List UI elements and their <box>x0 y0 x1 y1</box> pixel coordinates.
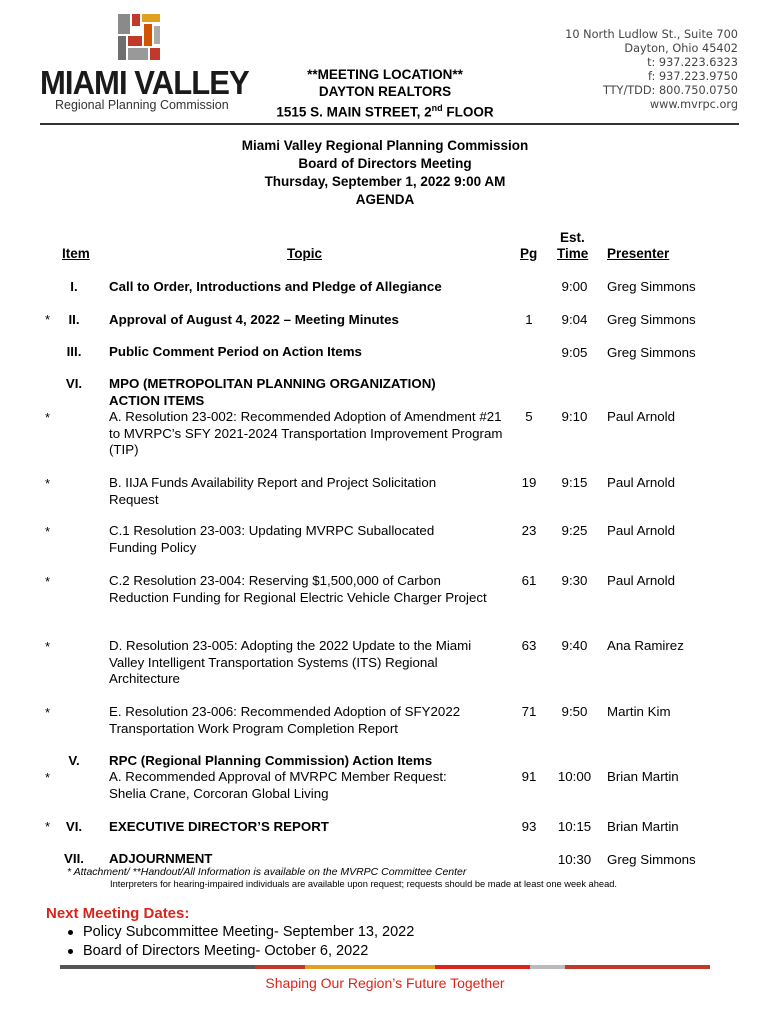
footer-stripe <box>435 965 530 969</box>
agenda-title: AGENDA <box>355 192 415 207</box>
logo-subtitle: Regional Planning Commission <box>55 98 229 112</box>
attachment-star: * <box>45 524 51 539</box>
topic: D. Resolution 23-005: Adopting the 2022 Update to the Miami Valley Intelligent Transportation Systems (ITS) Regional Architecture <box>109 638 472 686</box>
address-web: www.mvrpc.org <box>649 98 738 111</box>
page: 93 <box>521 819 537 834</box>
presenter: Paul Arnold <box>607 523 676 538</box>
footer-stripe <box>255 965 305 969</box>
time: 9:15 <box>561 475 588 490</box>
topic: C.2 Resolution 23-004: Reserving $1,500,000 of Carbon Reduction Funding for Regional Electric Vehicle Charger Project <box>109 573 487 605</box>
time: 9:30 <box>561 573 588 588</box>
footer-tagline: Shaping Our Region’s Future Together <box>265 975 505 991</box>
attachment-star: * <box>45 574 51 589</box>
next-meeting-item: Policy Subcommittee Meeting- September 13, 2022 <box>68 923 414 941</box>
bullet-icon <box>68 949 73 954</box>
time: 9:25 <box>561 523 588 538</box>
meeting-location-venue: DAYTON REALTORS <box>318 84 452 99</box>
page: 1 <box>525 312 533 327</box>
mvrpc-logo-mark <box>118 14 162 60</box>
address-tty: TTY/TDD: 800.750.0750 <box>602 84 738 97</box>
presenter: Brian Martin <box>607 819 679 834</box>
item-number: I. <box>70 279 78 294</box>
presenter: Paul Arnold <box>607 573 676 588</box>
meeting-date: Thursday, September 1, 2022 9:00 AM <box>264 174 506 189</box>
item-number: VI. <box>65 819 83 834</box>
page: 71 <box>521 704 537 719</box>
item-number: VI. <box>65 376 83 391</box>
page: 91 <box>521 769 537 784</box>
presenter: Greg Simmons <box>607 345 696 360</box>
col-presenter: Presenter <box>607 246 670 261</box>
meeting-location <box>270 66 500 121</box>
topic: C.1 Resolution 23-003: Updating MVRPC Suballocated Funding Policy <box>109 523 435 555</box>
attachment-star: * <box>45 705 51 720</box>
presenter: Brian Martin <box>607 769 679 784</box>
topic: ADJOURNMENT <box>109 851 213 866</box>
attachment-star: * <box>45 770 51 785</box>
footer-stripe <box>305 965 435 969</box>
topic: B. IIJA Funds Availability Report and Project Solicitation Request <box>109 475 437 507</box>
header-rule <box>40 123 739 125</box>
section-heading: MPO (METROPOLITAN PLANNING ORGANIZATION) ACTION ITEMS <box>109 376 436 408</box>
page: 19 <box>521 475 537 490</box>
footer-stripe <box>530 965 565 969</box>
item-number: II. <box>68 312 80 327</box>
time: 9:50 <box>561 704 588 719</box>
next-meeting-title: Next Meeting Dates: <box>46 905 190 922</box>
attachment-star: * <box>45 476 51 491</box>
topic: Call to Order, Introductions and Pledge of Allegiance <box>109 279 442 294</box>
time: 9:04 <box>561 312 588 327</box>
attachment-star: * <box>45 312 51 327</box>
presenter: Paul Arnold <box>607 475 676 490</box>
page: 63 <box>521 638 537 653</box>
footer-stripe <box>565 965 710 969</box>
address-phone: t: 937.223.6323 <box>647 56 738 69</box>
topic: A. Recommended Approval of MVRPC Member Request: Shelia Crane, Corcoran Global Living <box>109 769 447 801</box>
page: 5 <box>525 409 533 424</box>
address-city: Dayton, Ohio 45402 <box>624 42 738 55</box>
col-pg: Pg <box>520 246 538 261</box>
presenter: Greg Simmons <box>607 312 696 327</box>
meeting-location-label: **MEETING LOCATION** <box>307 67 463 82</box>
item-number: III. <box>66 344 82 359</box>
col-time: Time <box>557 246 589 261</box>
meeting-title: Board of Directors Meeting <box>298 156 472 171</box>
page: 23 <box>521 523 537 538</box>
address-fax: f: 937.223.9750 <box>647 70 738 83</box>
presenter: Greg Simmons <box>607 279 696 294</box>
col-item: Item <box>62 246 90 261</box>
item-number: V. <box>68 753 80 768</box>
item-number: VII. <box>64 851 84 866</box>
attachment-footnote: * Attachment/ **Handout/All Information is available on the MVRPC Committee Center <box>67 866 467 878</box>
org-title: Miami Valley Regional Planning Commission <box>241 138 529 153</box>
agenda-header <box>0 137 770 209</box>
topic: EXECUTIVE DIRECTOR’S REPORT <box>109 819 329 834</box>
col-est: Est. <box>560 230 585 245</box>
time: 9:10 <box>561 409 588 424</box>
time: 9:05 <box>561 345 588 360</box>
topic: Approval of August 4, 2022 – Meeting Minutes <box>109 312 399 327</box>
interpreter-footnote: Interpreters for hearing-impaired individuals are available upon request; requests should be made at least one week ahead. <box>110 879 617 889</box>
presenter: Ana Ramirez <box>607 638 684 653</box>
col-topic: Topic <box>287 246 322 261</box>
footer-stripe <box>60 965 255 969</box>
meeting-location-address: 1515 S. MAIN STREET, 2nd FLOOR <box>276 103 494 120</box>
time: 9:00 <box>561 279 588 294</box>
topic: Public Comment Period on Action Items <box>109 344 362 359</box>
presenter: Greg Simmons <box>607 852 696 867</box>
presenter: Paul Arnold <box>607 409 676 424</box>
time: 9:40 <box>561 638 588 653</box>
time: 10:30 <box>557 852 592 867</box>
time: 10:00 <box>557 769 592 784</box>
page: 61 <box>521 573 537 588</box>
logo-name: MIAMI VALLEY <box>40 64 249 101</box>
contact-address <box>565 28 738 112</box>
topic: A. Resolution 23-002: Recommended Adoption of Amendment #21 to MVRPC’s SFY 2021-2024 Transportation Improvement Program (TIP) <box>109 409 503 457</box>
section-heading: RPC (Regional Planning Commission) Action Items <box>109 753 433 768</box>
bullet-icon <box>68 930 73 935</box>
topic: E. Resolution 23-006: Recommended Adoption of SFY2022 Transportation Work Program Completion Report <box>109 704 461 736</box>
time: 10:15 <box>557 819 592 834</box>
next-meeting-item: Board of Directors Meeting- October 6, 2022 <box>68 942 368 960</box>
attachment-star: * <box>45 639 51 654</box>
attachment-star: * <box>45 819 51 834</box>
address-street: 10 North Ludlow St., Suite 700 <box>565 28 738 41</box>
attachment-star: * <box>45 410 51 425</box>
presenter: Martin Kim <box>607 704 671 719</box>
